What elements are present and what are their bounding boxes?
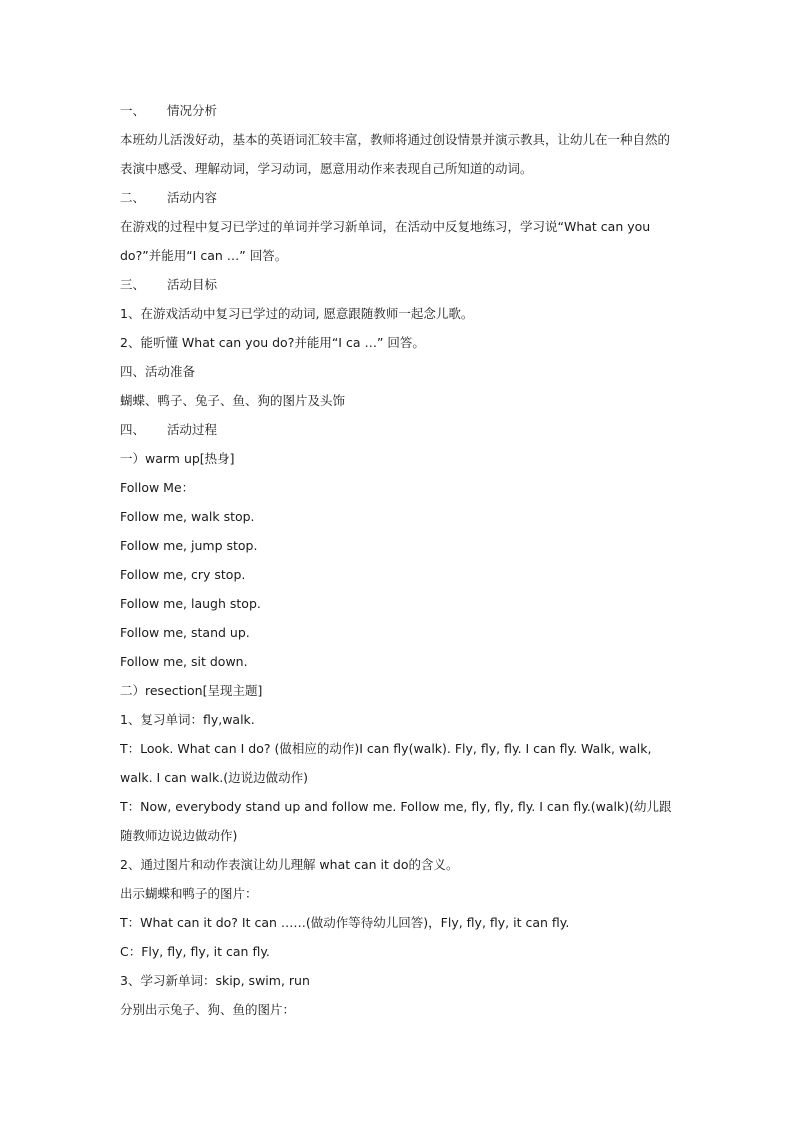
section-number: 一、 [120, 103, 146, 118]
section-number: 三、 [120, 277, 146, 292]
section-title: 活动内容 [167, 190, 218, 205]
text-line: Follow me, sit down. [120, 654, 248, 669]
section-number: 四、 [120, 422, 146, 437]
document-body [120, 100, 675, 1028]
paragraph: 蝴蝶、鸭子、兔子、鱼、狗的图片及头饰 [120, 393, 346, 408]
text-line: T：What can it do? It can ……(做动作等待幼儿回答)，Fly, fly, fly, it can fly. [120, 915, 570, 930]
section-title: 活动目标 [167, 277, 218, 292]
list-item: 2、能听懂 What can you do?并能用“I ca …” 回答。 [120, 335, 425, 350]
section-heading: 四、活动准备 [120, 364, 196, 379]
subsection-heading: 二）resection[呈现主题] [120, 683, 263, 698]
section-title: 活动过程 [167, 422, 218, 437]
paragraph: T：Now, everybody stand up and follow me. Follow me, fly, fly, fly. I can fly.(walk)(幼儿跟随教师边说边做动作) [120, 799, 672, 843]
section-number: 二、 [120, 190, 146, 205]
text-line: Follow Me： [120, 480, 195, 495]
paragraph: 本班幼儿活泼好动，基本的英语词汇较丰富，教师将通过创设情景并演示教具，让幼儿在一种自然的表演中感受、理解动词，学习动词，愿意用动作来表现自己所知道的动词。 [120, 132, 671, 176]
text-line: 分别出示兔子、狗、鱼的图片： [120, 1002, 296, 1017]
text-line: Follow me, laugh stop. [120, 596, 261, 611]
list-item: 1、在游戏活动中复习已学过的动词, 愿意跟随教师一起念儿歌。 [120, 306, 474, 321]
subsection-heading: 一）warm up[热身] [120, 451, 235, 466]
text-line: C：Fly, fly, fly, it can fly. [120, 944, 270, 959]
text-line: Follow me, walk stop. [120, 509, 255, 524]
list-item: 3、学习新单词：skip, swim, run [120, 973, 310, 988]
text-line: 出示蝴蝶和鸭子的图片： [120, 886, 258, 901]
text-line: Follow me, stand up. [120, 625, 250, 640]
section-heading [120, 419, 675, 448]
section-title: 情况分析 [167, 103, 218, 118]
text-line: Follow me, cry stop. [120, 567, 246, 582]
paragraph: T：Look. What can I do? (做相应的动作)I can fly(walk). Fly, fly, fly. I can fly. Walk, walk, walk. I can walk.(边说边做动作) [120, 741, 652, 785]
list-item: 2、通过图片和动作表演让幼儿理解 what can it do的含义。 [120, 857, 459, 872]
list-item: 1、复习单词：fly,walk. [120, 712, 255, 727]
section-heading [120, 274, 675, 303]
text-line: Follow me, jump stop. [120, 538, 258, 553]
paragraph: 在游戏的过程中复习已学过的单词并学习新单词，在活动中反复地练习，学习说“What can you do?”并能用“I can …” 回答。 [120, 219, 651, 263]
